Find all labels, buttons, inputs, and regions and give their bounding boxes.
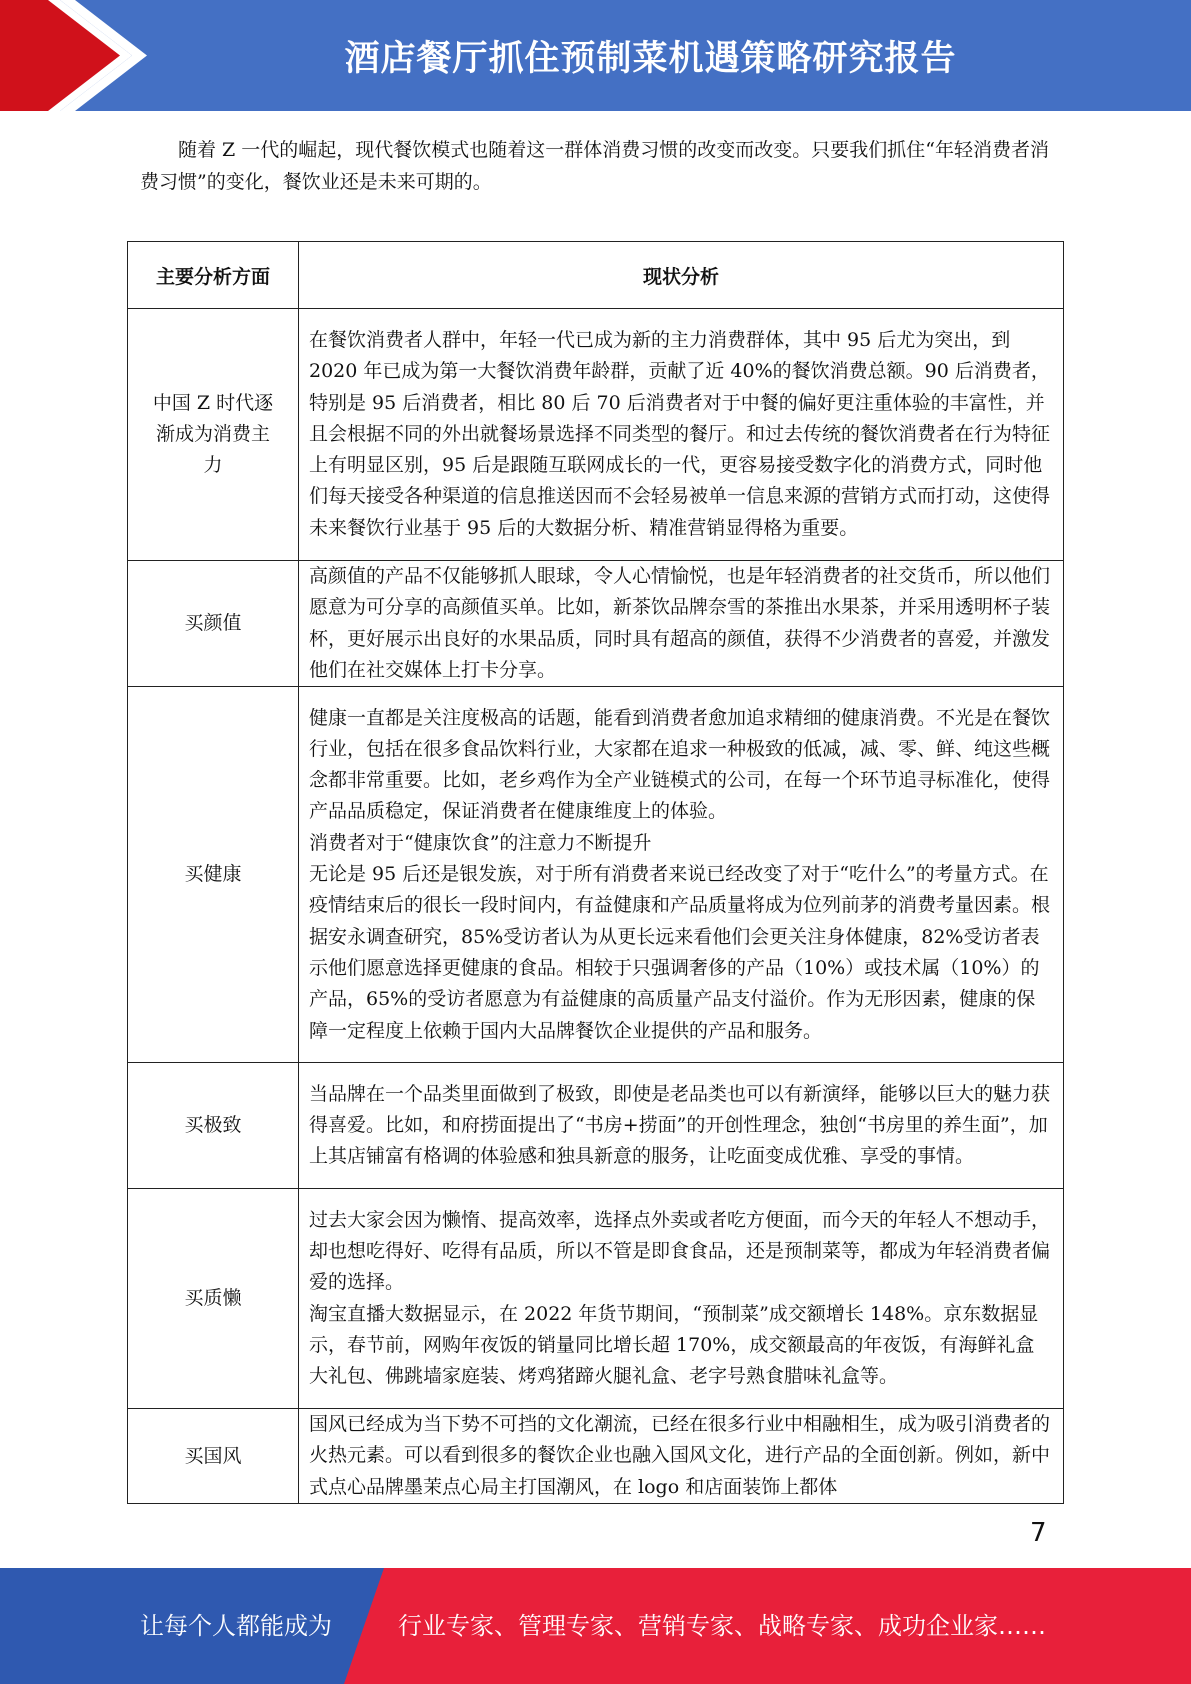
aspect-cell: 买国风 [128,1409,299,1504]
page-number: 7 [1030,1518,1047,1548]
column-header-aspect: 主要分析方面 [128,242,299,309]
aspect-cell: 买健康 [128,687,299,1063]
analysis-cell [299,1409,1064,1504]
table-row [128,687,1064,1063]
analysis-cell [299,309,1064,561]
analysis-cell [299,687,1064,1063]
analysis-table [127,241,1064,1504]
header-banner [0,0,1191,111]
analysis-paragraph: 当品牌在一个品类里面做到了极致，即使是老品类也可以有新演绎，能够以巨大的魅力获得喜爱。比如，和府捞面提出了“书房+捞面”的开创性理念，独创“书房里的养生面”，加上其店铺富有格调的体验感和独具新意的服务，让吃面变成优雅、享受的事情。 [309,1082,1051,1168]
analysis-paragraph: 国风已经成为当下势不可挡的文化潮流，已经在很多行业中相融相生，成为吸引消费者的火热元素。可以看到很多的餐饮企业也融入国风文化，进行产品的全面创新。例如，新中式点心品牌墨茉点心局主打国潮风，在 logo 和店面装饰上都体 [309,1413,1051,1498]
analysis-paragraph: 健康一直都是关注度极高的话题，能看到消费者愈加追求精细的健康消费。不光是在餐饮行业，包括在很多食品饮料行业，大家都在追求一种极致的低减，减、零、鲜、纯这些概念都非常重要。比如，老乡鸡作为全产业链模式的公司，在每一个环节追寻标准化，使得产品品质稳定，保证消费者在健康维度上的体验。 [309,706,1051,823]
aspect-cell: 买颜值 [128,561,299,687]
analysis-cell [299,1063,1064,1189]
page-title: 酒店餐厅抓住预制菜机遇策略研究报告 [344,38,957,79]
table-header-row [128,242,1064,309]
footer-banner [0,1568,1191,1684]
analysis-paragraph: 在餐饮消费者人群中，年轻一代已成为新的主力消费群体，其中 95 后尤为突出，到 2020 年已成为第一大餐饮消费年龄群，贡献了近 40%的餐饮消费总额。90 后消费者，特别是 95 后消费者，相比 80 后 70 后消费者对于中餐的偏好更注重体验的丰富性，并且会根据不同的外出就餐场景选择不同类型的餐厅。和过去传统的餐饮消费者在行为特征上有明显区别，95 后是跟随互联网成长的一代，更容易接受数字化的消费方式，同时他们每天接受各种渠道的信息推送因而不会轻易被单一信息来源的营销方式而打动，这使得未来餐饮行业基于 95 后的大数据分析、精准营销显得格为重要。 [309,328,1051,539]
table-row [128,1189,1064,1409]
analysis-cell [299,1189,1064,1409]
aspect-cell: 买质懒 [128,1189,299,1409]
analysis-paragraph: 无论是 95 后还是银发族，对于所有消费者来说已经改变了对于“吃什么”的考量方式。在疫情结束后的很长一段时间内，有益健康和产品质量将成为位列前茅的消费考量因素。根据安永调查研究，85%受访者认为从更长远来看他们会更关注身体健康，82%受访者表示他们愿意选择更健康的食品。相较于只强调奢侈的产品（10%）或技术属（10%）的产品，65%的受访者愿意为有益健康的高质量产品支付溢价。作为无形因素，健康的保障一定程度上依赖于国内大品牌餐饮企业提供的产品和服务。 [309,863,1051,1042]
table-row [128,309,1064,561]
header-chevron-decoration [0,0,160,111]
column-header-analysis: 现状分析 [299,242,1064,309]
aspect-label: 中国 Z 时代逐渐成为消费主力 [152,392,274,476]
footer-slogan-right: 行业专家、管理专家、营销专家、战略专家、成功企业家…… [398,1612,1046,1640]
analysis-paragraph: 高颜值的产品不仅能够抓人眼球，令人心情愉悦，也是年轻消费者的社交货币，所以他们愿意为可分享的高颜值买单。比如，新茶饮品牌奈雪的茶推出水果茶，并采用透明杯子装杯，更好展示出良好的水果品质，同时具有超高的颜值，获得不少消费者的喜爱，并激发他们在社交媒体上打卡分享。 [309,565,1051,681]
aspect-cell [128,309,299,561]
analysis-paragraph: 过去大家会因为懒惰、提高效率，选择点外卖或者吃方便面，而今天的年轻人不想动手，却也想吃得好、吃得有品质，所以不管是即食食品，还是预制菜等，都成为年轻消费者偏爱的选择。 [309,1208,1051,1294]
analysis-paragraph: 淘宝直播大数据显示，在 2022 年货节期间，“预制菜”成交额增长 148%。京东数据显示，春节前，网购年夜饭的销量同比增长超 170%，成交额最高的年夜饭，有海鲜礼盒大礼包、佛跳墙家庭装、烤鸡猪蹄火腿礼盒、老字号熟食腊味礼盒等。 [309,1302,1039,1388]
table-row [128,561,1064,687]
analysis-cell [299,561,1064,687]
analysis-paragraph: 消费者对于“健康饮食”的注意力不断提升 [309,831,652,854]
table-row [128,1063,1064,1189]
aspect-cell: 买极致 [128,1063,299,1189]
footer-slogan-left: 让每个人都能成为 [140,1612,332,1640]
intro-paragraph: 随着 Z 一代的崛起，现代餐饮模式也随着这一群体消费习惯的改变而改变。只要我们抓住“年轻消费者消费习惯”的变化，餐饮业还是未来可期的。 [140,139,1049,193]
table-row [128,1409,1064,1504]
